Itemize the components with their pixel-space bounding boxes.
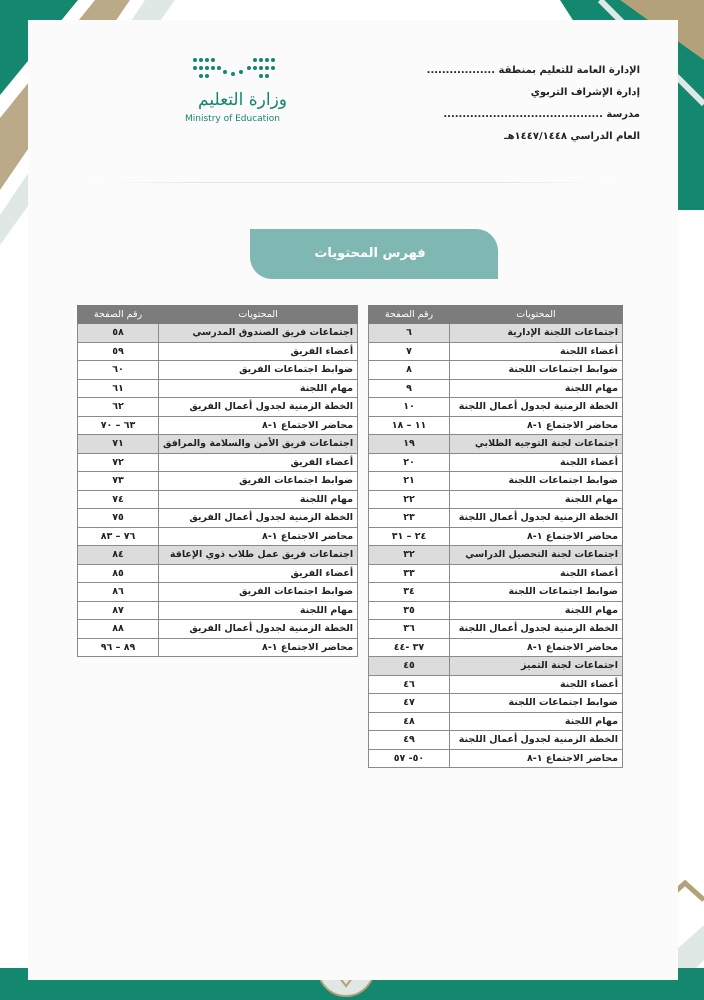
toc-entry-page: ٧٢ <box>78 453 159 472</box>
toc-entry-title: محاضر الاجتماع ١-٨ <box>159 416 358 435</box>
toc-entry-page: ٨٦ <box>78 583 159 602</box>
toc-entry-page: ٤٩ <box>369 731 450 750</box>
toc-entry-title: ضوابط اجتماعات اللجنة <box>450 694 623 713</box>
toc-table-right <box>368 305 623 768</box>
toc-row <box>78 435 358 454</box>
toc-row <box>78 342 358 361</box>
toc-entry-title: ضوابط اجتماعات الفريق <box>159 583 358 602</box>
toc-entry-page: ٧٣ <box>78 472 159 491</box>
toc-row <box>369 342 623 361</box>
toc-row <box>369 453 623 472</box>
toc-entry-title: اجتماعات لجنة التوجيه الطلابي <box>450 435 623 454</box>
toc-entry-title: الخطة الزمنية لجدول أعمال الفريق <box>159 398 358 417</box>
toc-row <box>369 638 623 657</box>
toc-row <box>369 564 623 583</box>
toc-row <box>369 509 623 528</box>
toc-row <box>78 546 358 565</box>
toc-entry-page: ٢٢ <box>369 490 450 509</box>
toc-entry-title: مهام اللجنة <box>450 601 623 620</box>
toc-body-left <box>78 324 358 657</box>
header-line-year: العام الدراسي ١٤٤٧/١٤٤٨هـ <box>504 131 640 142</box>
toc-row <box>369 601 623 620</box>
document-header <box>426 60 640 148</box>
toc-entry-title: مهام اللجنة <box>159 379 358 398</box>
toc-entry-title: اجتماعات لجنة التحصيل الدراسي <box>450 546 623 565</box>
toc-row <box>78 490 358 509</box>
toc-entry-page: ٣٦ <box>369 620 450 639</box>
toc-entry-page: ٧٥ <box>78 509 159 528</box>
toc-header-page: رقم الصفحة <box>78 306 159 324</box>
toc-row <box>369 694 623 713</box>
toc-entry-page: ٨٩ – ٩٦ <box>78 638 159 657</box>
toc-entry-title: ضوابط اجتماعات اللجنة <box>450 583 623 602</box>
toc-entry-page: ٦٣ – ٧٠ <box>78 416 159 435</box>
toc-row <box>369 712 623 731</box>
toc-entry-page: ٨٥ <box>78 564 159 583</box>
toc-row <box>78 472 358 491</box>
toc-entry-page: ٧١ <box>78 435 159 454</box>
toc-row <box>78 620 358 639</box>
toc-row <box>78 379 358 398</box>
toc-entry-title: ضوابط اجتماعات اللجنة <box>450 472 623 491</box>
toc-entry-page: ٢١ <box>369 472 450 491</box>
toc-entry-page: ٧٤ <box>78 490 159 509</box>
toc-entry-page: ٤٨ <box>369 712 450 731</box>
logo-dots-icon <box>189 52 279 88</box>
toc-entry-title: أعضاء الفريق <box>159 564 358 583</box>
toc-header-content: المحتويات <box>450 306 623 324</box>
toc-entry-title: أعضاء اللجنة <box>450 453 623 472</box>
toc-row <box>369 527 623 546</box>
toc-entry-page: ٤٦ <box>369 675 450 694</box>
toc-entry-title: اجتماعات لجنة التميز <box>450 657 623 676</box>
header-separator <box>92 182 612 183</box>
toc-entry-page: ٦١ <box>78 379 159 398</box>
toc-row <box>78 509 358 528</box>
toc-entry-title: أعضاء اللجنة <box>450 564 623 583</box>
toc-entry-title: محاضر الاجتماع ١-٨ <box>450 416 623 435</box>
toc-entry-page: ٥٠- ٥٧ <box>369 749 450 768</box>
toc-row <box>369 472 623 491</box>
toc-row <box>78 361 358 380</box>
logo-english-text: Ministry of Education <box>185 114 280 124</box>
toc-entry-title: اجتماعات فريق الصندوق المدرسي <box>159 324 358 343</box>
page-title: فهرس المحتويات <box>314 246 426 261</box>
toc-row <box>369 361 623 380</box>
toc-row <box>78 453 358 472</box>
toc-row <box>369 657 623 676</box>
toc-entry-page: ٤٥ <box>369 657 450 676</box>
toc-entry-page: ٦٠ <box>78 361 159 380</box>
toc-entry-title: ضوابط اجتماعات اللجنة <box>450 361 623 380</box>
toc-entry-page: ٢٣ <box>369 509 450 528</box>
toc-entry-page: ٥٩ <box>78 342 159 361</box>
toc-row <box>78 638 358 657</box>
toc-entry-page: ٦٢ <box>78 398 159 417</box>
toc-entry-page: ٢٤ – ٣١ <box>369 527 450 546</box>
toc-row <box>369 620 623 639</box>
toc-entry-page: ٤٧ <box>369 694 450 713</box>
toc-entry-page: ٣٧ -٤٤ <box>369 638 450 657</box>
toc-entry-title: مهام اللجنة <box>450 379 623 398</box>
toc-entry-page: ١٩ <box>369 435 450 454</box>
toc-entry-title: مهام اللجنة <box>159 490 358 509</box>
toc-entry-title: الخطة الزمنية لجدول أعمال اللجنة <box>450 398 623 417</box>
toc-entry-page: ٣٣ <box>369 564 450 583</box>
toc-row <box>369 546 623 565</box>
toc-entry-page: ٨ <box>369 361 450 380</box>
toc-row <box>369 379 623 398</box>
header-line-directorate: الإدارة العامة للتعليم بمنطقة .................. <box>426 65 640 76</box>
toc-entry-title: ضوابط اجتماعات الفريق <box>159 361 358 380</box>
toc-entry-title: الخطة الزمنية لجدول أعمال اللجنة <box>450 731 623 750</box>
toc-entry-page: ٦ <box>369 324 450 343</box>
toc-entry-title: أعضاء اللجنة <box>450 675 623 694</box>
toc-row <box>78 324 358 343</box>
toc-row <box>369 583 623 602</box>
toc-entry-page: ٢٠ <box>369 453 450 472</box>
toc-entry-title: الخطة الزمنية لجدول أعمال اللجنة <box>450 509 623 528</box>
toc-header-content: المحتويات <box>159 306 358 324</box>
toc-entry-title: اجتماعات فريق عمل طلاب ذوي الإعاقة <box>159 546 358 565</box>
toc-row <box>369 749 623 768</box>
toc-entry-title: الخطة الزمنية لجدول أعمال اللجنة <box>450 620 623 639</box>
toc-entry-title: مهام اللجنة <box>450 712 623 731</box>
toc-entry-page: ٣٥ <box>369 601 450 620</box>
toc-row <box>369 675 623 694</box>
toc-table-left <box>77 305 358 657</box>
toc-entry-title: الخطة الزمنية لجدول أعمال الفريق <box>159 509 358 528</box>
toc-row <box>369 398 623 417</box>
toc-header-page: رقم الصفحة <box>369 306 450 324</box>
toc-row <box>369 731 623 750</box>
toc-body-right <box>369 324 623 768</box>
toc-entry-page: ٣٤ <box>369 583 450 602</box>
toc-entry-page: ٨٤ <box>78 546 159 565</box>
toc-entry-page: ١٠ <box>369 398 450 417</box>
toc-row <box>78 564 358 583</box>
toc-row <box>78 398 358 417</box>
toc-entry-page: ٧ <box>369 342 450 361</box>
toc-entry-title: أعضاء الفريق <box>159 342 358 361</box>
toc-entry-title: أعضاء الفريق <box>159 453 358 472</box>
toc-row <box>78 583 358 602</box>
toc-entry-title: محاضر الاجتماع ١-٨ <box>450 638 623 657</box>
toc-entry-page: ١١ – ١٨ <box>369 416 450 435</box>
toc-entry-title: اجتماعات فريق الأمن والسلامة والمرافق <box>159 435 358 454</box>
toc-row <box>369 324 623 343</box>
toc-entry-title: الخطة الزمنية لجدول أعمال الفريق <box>159 620 358 639</box>
toc-entry-title: أعضاء اللجنة <box>450 342 623 361</box>
header-line-supervision: إدارة الإشراف التربوي <box>530 87 640 98</box>
toc-row <box>369 435 623 454</box>
toc-row <box>369 416 623 435</box>
toc-entry-title: مهام اللجنة <box>450 490 623 509</box>
toc-entry-title: محاضر الاجتماع ١-٨ <box>450 749 623 768</box>
toc-row <box>369 490 623 509</box>
toc-entry-title: محاضر الاجتماع ١-٨ <box>159 638 358 657</box>
toc-row <box>78 527 358 546</box>
toc-row <box>78 416 358 435</box>
toc-entry-title: اجتماعات اللجنة الإدارية <box>450 324 623 343</box>
toc-entry-page: ٩ <box>369 379 450 398</box>
toc-entry-page: ٨٨ <box>78 620 159 639</box>
page-title-box <box>250 229 498 279</box>
toc-entry-page: ٨٧ <box>78 601 159 620</box>
toc-entry-page: ٥٨ <box>78 324 159 343</box>
toc-entry-title: مهام اللجنة <box>159 601 358 620</box>
toc-entry-page: ٣٢ <box>369 546 450 565</box>
logo-arabic-text: وزارة التعليم <box>198 90 287 110</box>
toc-entry-title: محاضر الاجتماع ١-٨ <box>159 527 358 546</box>
toc-entry-title: محاضر الاجتماع ١-٨ <box>450 527 623 546</box>
toc-row <box>78 601 358 620</box>
ministry-logo <box>183 50 293 130</box>
toc-entry-title: ضوابط اجتماعات الفريق <box>159 472 358 491</box>
toc-entry-page: ٧٦ – ٨٣ <box>78 527 159 546</box>
header-line-school: مدرسة .......................................... <box>443 109 640 120</box>
